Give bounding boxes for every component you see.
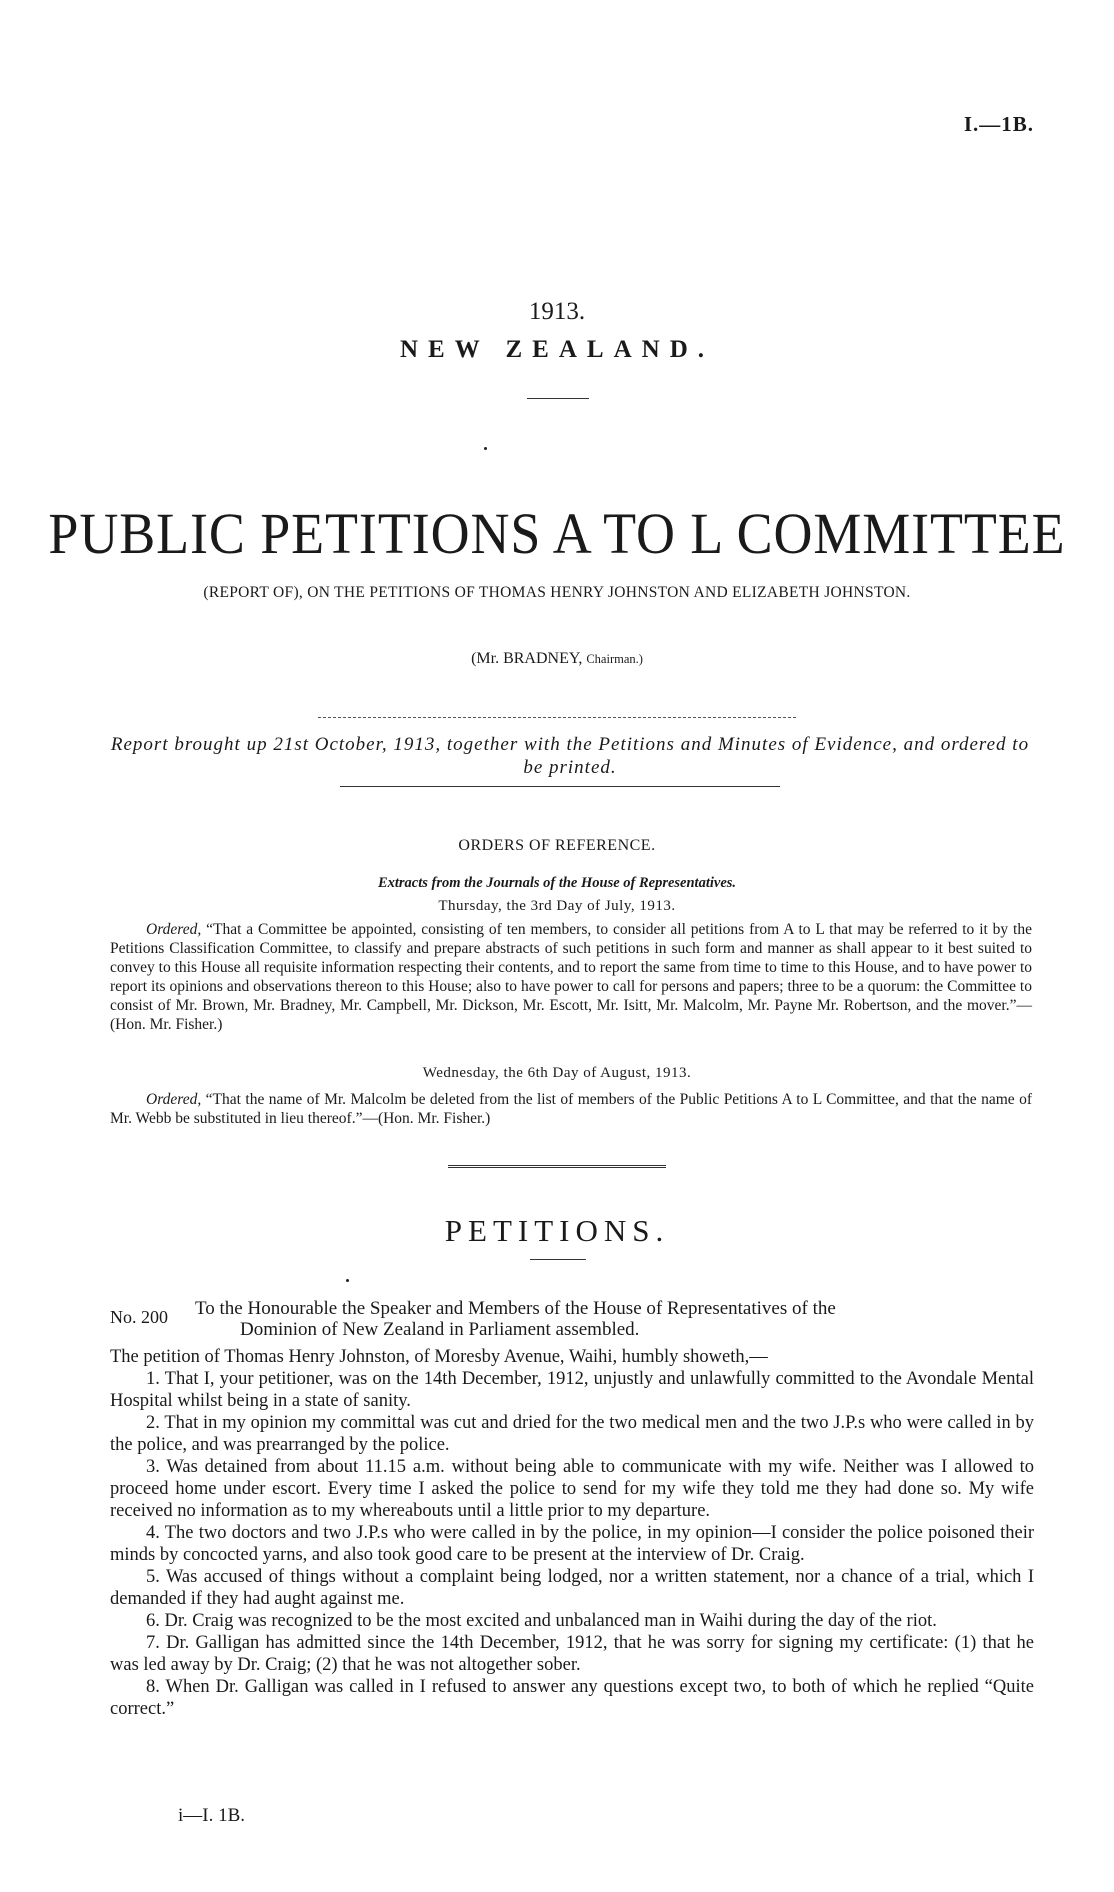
chairman-line: [0, 650, 1114, 668]
address-line: To the Honourable the Speaker and Members of the House of Representatives of the: [195, 1298, 836, 1319]
journal-extracts-caption: Extracts from the Journals of the House of Representatives.: [377, 875, 737, 891]
document-year: 1913.: [528, 298, 586, 325]
ordered-label: Ordered,: [146, 921, 202, 938]
petition-number: No. 200: [110, 1307, 168, 1327]
petition-item: 8. When Dr. Galligan was called in I refused to answer any questions except two, to both of which he replied “Quite correct.”: [110, 1677, 1034, 1719]
order-paragraph-1: [110, 920, 1032, 1034]
petition-items: [110, 1368, 1034, 1720]
order-paragraph-2: [110, 1090, 1032, 1128]
petition-item: 6. Dr. Craig was recognized to be the most excited and unbalanced man in Waihi during the day of the riot.: [146, 1611, 937, 1631]
print-speck: [346, 1279, 349, 1282]
report-title: PUBLIC PETITIONS A TO L COMMITTEE: [48, 501, 1066, 566]
print-speck: [484, 447, 487, 450]
divider-rule-top: [318, 717, 796, 718]
address-line: Dominion of New Zealand in Parliament assembled.: [240, 1319, 640, 1340]
chairman-role: Chairman.): [586, 652, 643, 666]
petition-item: 7. Dr. Galligan has admitted since the 14th December, 1912, that he was sorry for signing my certificate: (1) that he was led away by Dr. Craig; (2) that he was not altogether sober.: [110, 1633, 1034, 1675]
country-heading: NEW ZEALAND.: [399, 336, 715, 363]
order-text: “That the name of Mr. Malcolm be deleted from the list of members of the Public Petitions A to L Committee, and that the name of Mr. Webb be substituted in lieu thereof.”—(Hon. Mr. Fisher.): [110, 1091, 1032, 1127]
chairman-name: (Mr. BRADNEY,: [471, 650, 587, 667]
page-reference: I.—1B.: [963, 112, 1034, 136]
signature-mark: i—I. 1B.: [178, 1805, 246, 1826]
petition-item: 5. Was accused of things without a complaint being lodged, nor a written statement, nor a chance of a trial, which I demanded if they had aught against me.: [110, 1567, 1034, 1609]
order-date-july: Thursday, the 3rd Day of July, 1913.: [438, 898, 676, 914]
petition-item: 3. Was detained from about 11.15 a.m. without being able to communicate with my wife. Neither was I allowed to proceed home under escort. Every time I asked the police to send for my wife they told me they had done so. My wife received no information as to my whereabouts until a little prior to my departure.: [110, 1457, 1034, 1521]
petition-item: 1. That I, your petitioner, was on the 14th December, 1912, unjustly and unlawfully committed to the Avondale Mental Hospital whilst being in a state of sanity.: [110, 1369, 1034, 1411]
section-divider-double: [448, 1165, 666, 1168]
divider-rule-bottom: [340, 786, 780, 787]
report-subtitle: (REPORT OF), ON THE PETITIONS OF THOMAS HENRY JOHNSTON AND ELIZABETH JOHNSTON.: [203, 584, 911, 601]
petition-item: 2. That in my opinion my committal was cut and dried for the two medical men and the two J.P.s who were called in by the police, and was prearranged by the police.: [110, 1413, 1034, 1455]
petition-intro: The petition of Thomas Henry Johnston, of Moresby Avenue, Waihi, humbly showeth,—: [110, 1347, 768, 1367]
petition-address: [195, 1298, 1035, 1340]
ordered-label: Ordered,: [146, 1091, 202, 1108]
petition-item: 4. The two doctors and two J.P.s who were called in by the police, in my opinion—I consider the police poisoned their minds by concocted yarns, and also took good care to be present at the interview of Dr. Craig.: [110, 1523, 1034, 1565]
order-date-august: Wednesday, the 6th Day of August, 1913.: [422, 1065, 692, 1081]
orders-of-reference-heading: ORDERS OF REFERENCE.: [458, 837, 656, 854]
divider-rule: [527, 398, 589, 399]
petitions-heading: PETITIONS.: [444, 1213, 670, 1248]
report-brought-up-line: Report brought up 21st October, 1913, together with the Petitions and Minutes of Evidence, and ordered to be printed.: [110, 734, 1030, 778]
order-text: “That a Committee be appointed, consisting of ten members, to consider all petitions from A to L that may be referred to it by the Petitions Classification Committee, to classify and prepare abstracts of such petitions in such form and manner as shall appear to it best suited to convey to this House all requisite information respecting their contents, and to report the same from time to time to this House, and to have power to report its opinions and observations thereon to this House; also to have power to call for persons and papers; three to be a quorum: the Committee to consist of Mr. Brown, Mr. Bradney, Mr. Campbell, Mr. Dickson, Mr. Escott, Mr. Isitt, Mr. Malcolm, Mr. Payne Mr. Robertson, and the mover.”—(Hon. Mr. Fisher.): [110, 921, 1032, 1033]
divider-rule: [530, 1259, 586, 1260]
